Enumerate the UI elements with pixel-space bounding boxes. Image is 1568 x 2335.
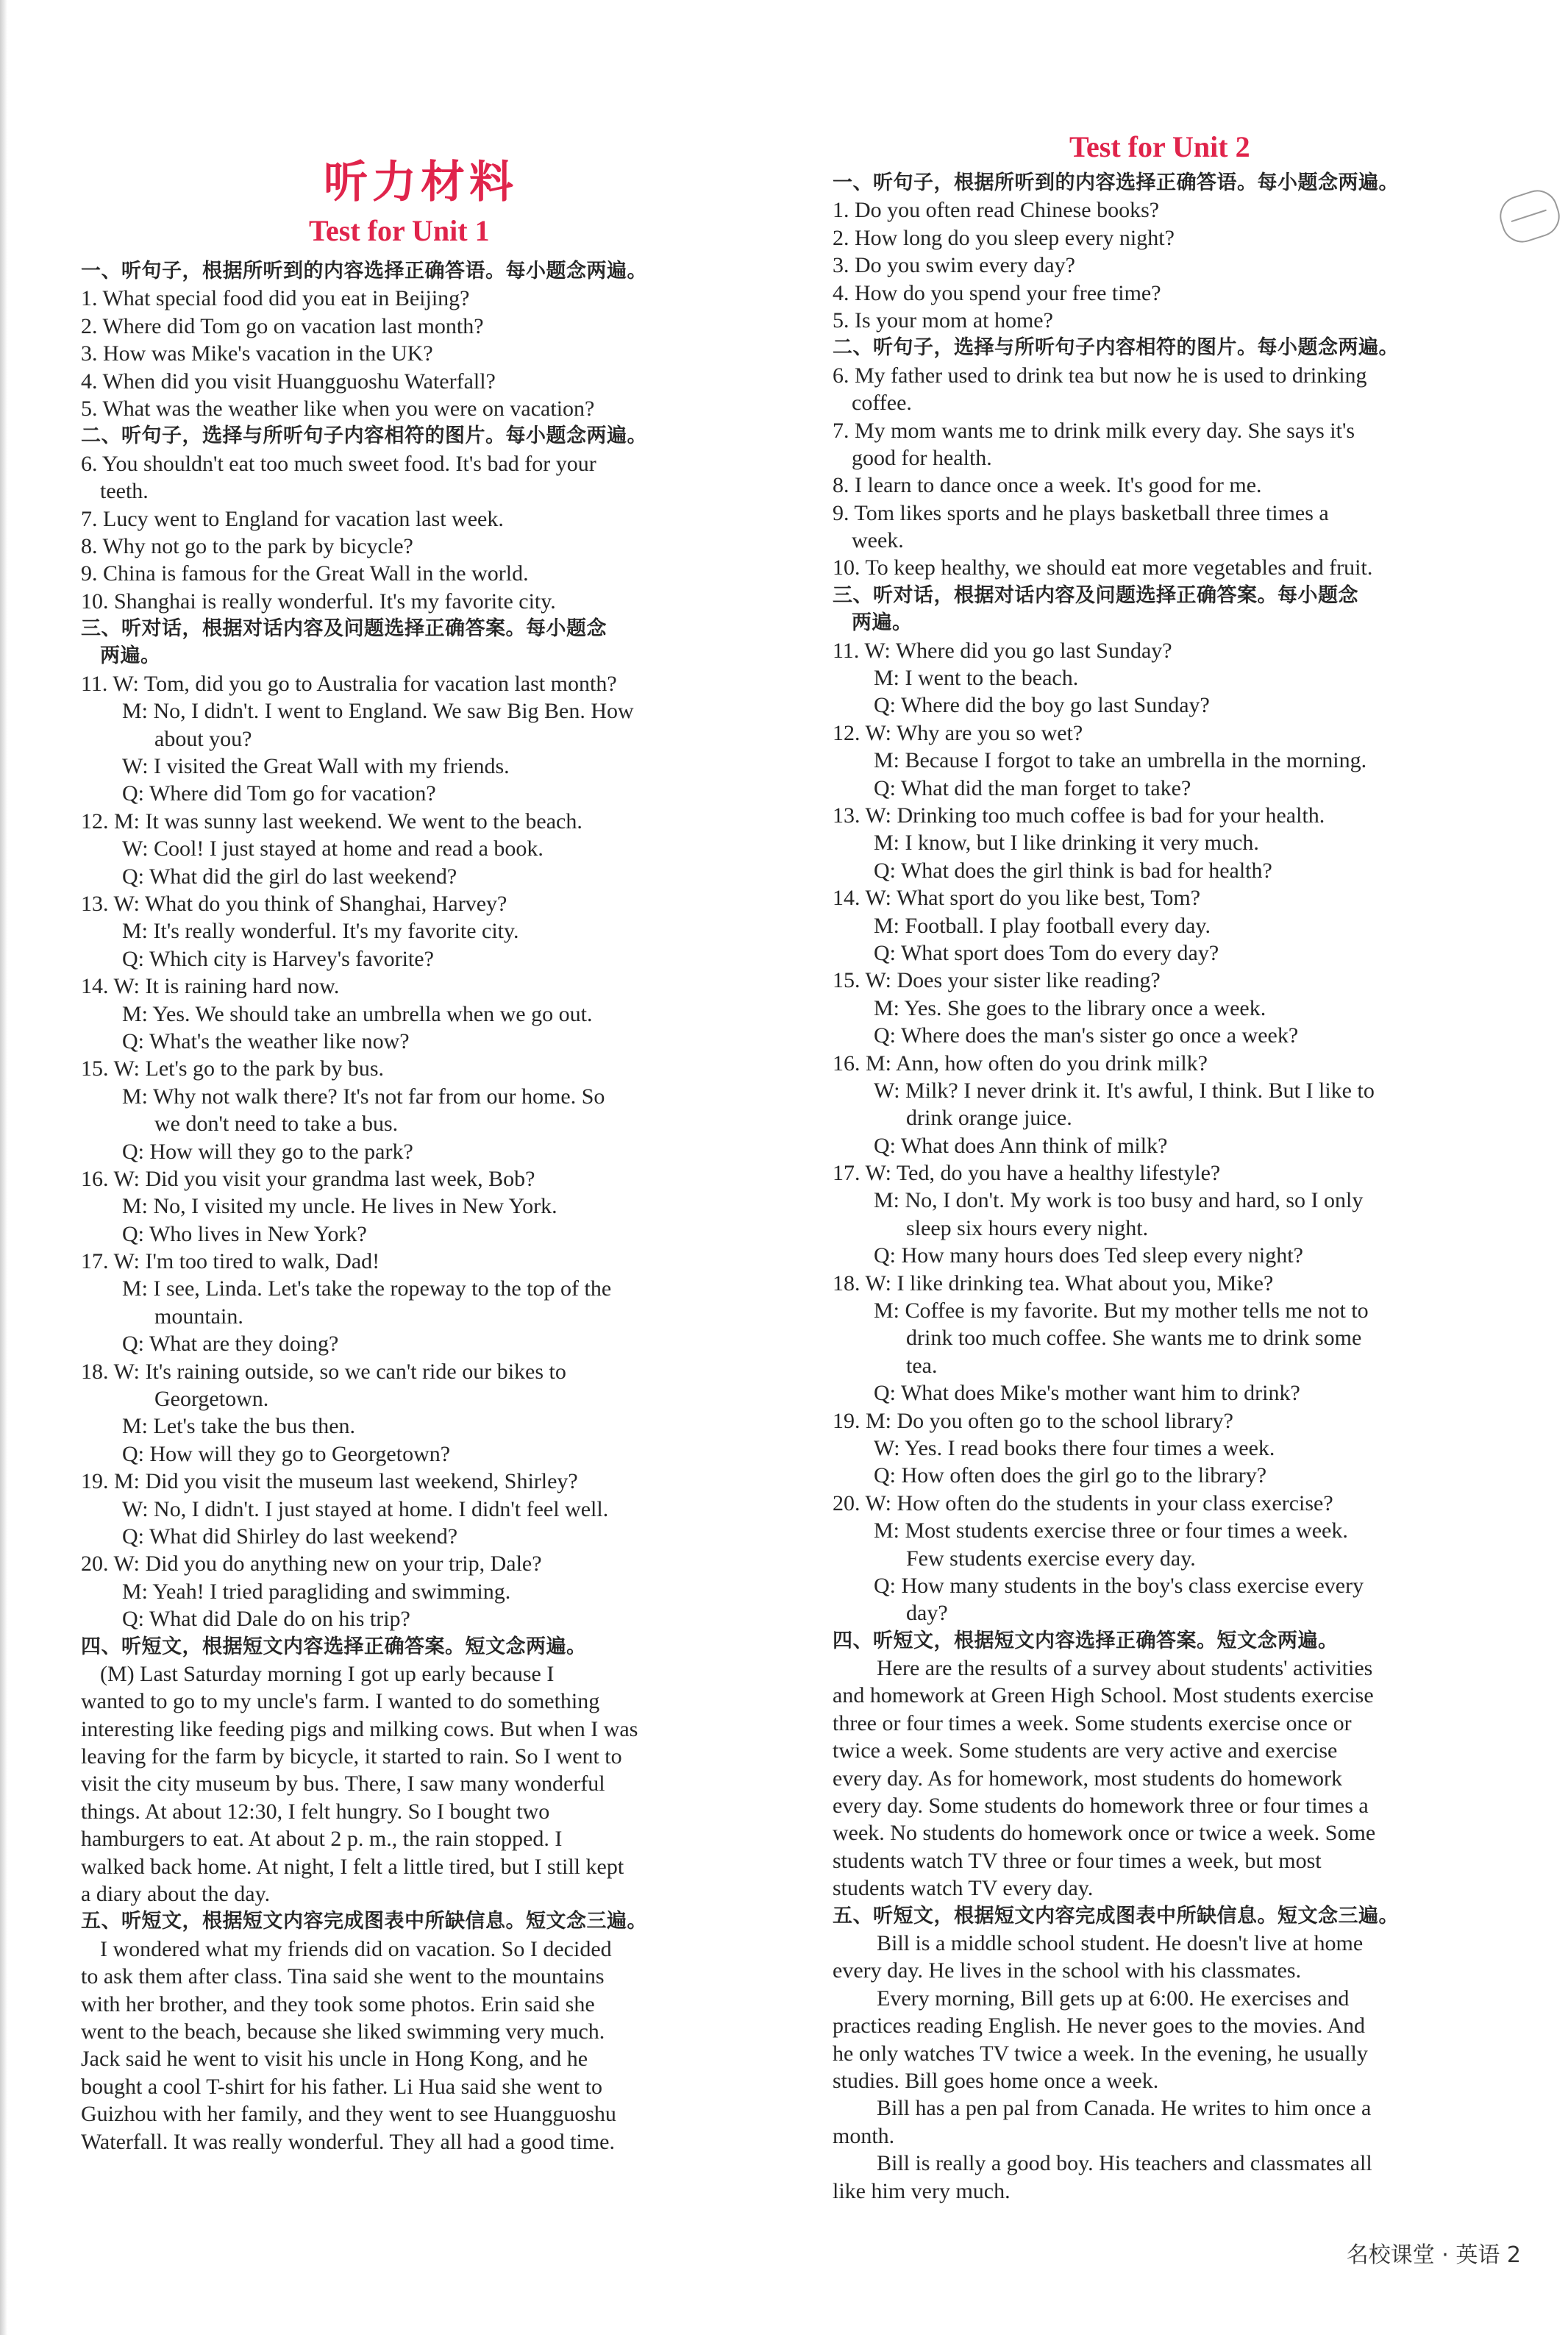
transcript-line: Q: What are they doing? [122, 1332, 339, 1357]
section-heading: 三、听对话，根据对话内容及问题选择正确答案。每小题念 [81, 617, 607, 641]
transcript-line: W: Yes. I read books there four times a week. [874, 1435, 1275, 1460]
transcript-line: every day. He lives in the school with his classmates. [833, 1958, 1302, 1983]
transcript-line: W: No, I didn't. I just stayed at home. I didn't feel well. [122, 1496, 609, 1521]
transcript-line: Bill is really a good boy. His teachers and classmates all [877, 2151, 1372, 2176]
transcript-line: practices reading English. He never goes to the movies. And [833, 2014, 1365, 2039]
transcript-line: three or four times a week. Some students exercise once or [833, 1710, 1352, 1735]
section-heading: 五、听短文，根据短文内容完成图表中所缺信息。短文念三遍。 [833, 1904, 1399, 1927]
transcript-line: bought a cool T-shirt for his father. Li Hua said she went to [81, 2074, 603, 2099]
page-edge-shadow [0, 0, 7, 2335]
transcript-line: M: Yeah! I tried paragliding and swimming. [122, 1579, 511, 1604]
unit-1-transcript [81, 257, 769, 2155]
transcript-line: 16. M: Ann, how often do you drink milk? [833, 1051, 1208, 1076]
transcript-line: Q: What did Shirley do last weekend? [122, 1524, 458, 1549]
transcript-line: 3. Do you swim every day? [833, 253, 1075, 278]
transcript-line: M: Let's take the bus then. [122, 1414, 356, 1439]
transcript-line: 8. I learn to dance once a week. It's good for me. [833, 473, 1262, 498]
section-heading: 两遍。 [852, 611, 913, 635]
transcript-line: 7. Lucy went to England for vacation last week. [81, 506, 504, 531]
transcript-line: 3. How was Mike's vacation in the UK? [81, 341, 433, 366]
transcript-line: Q: What did the man forget to take? [874, 775, 1191, 800]
transcript-line: M: Most students exercise three or four times a week. [874, 1518, 1348, 1543]
transcript-line: a diary about the day. [81, 1882, 271, 1907]
unit-2-title: Test for Unit 2 [1069, 130, 1250, 163]
transcript-line: Q: Where did Tom go for vacation? [122, 781, 436, 806]
transcript-line: wanted to go to my uncle's farm. I wanted to do something [81, 1689, 600, 1714]
transcript-line: Few students exercise every day. [906, 1546, 1196, 1571]
section-heading: 两遍。 [100, 644, 161, 668]
page-footer: 名校课堂 · 英语 2 [1346, 2242, 1521, 2268]
transcript-line: Here are the results of a survey about students' activities [877, 1656, 1373, 1681]
transcript-line: 15. W: Let's go to the park by bus. [81, 1056, 385, 1081]
transcript-line: 8. Why not go to the park by bicycle? [81, 533, 413, 558]
transcript-line: Q: What does the girl think is bad for health? [874, 858, 1272, 883]
transcript-line: M: Because I forgot to take an umbrella in the morning. [874, 748, 1367, 773]
transcript-line: week. [852, 528, 904, 553]
transcript-line: month. [833, 2123, 895, 2148]
transcript-line: W: Cool! I just stayed at home and read a book. [122, 836, 544, 861]
transcript-line: Bill has a pen pal from Canada. He writes to him once a [877, 2096, 1372, 2121]
transcript-line: M: Yes. She goes to the library once a week. [874, 995, 1266, 1020]
transcript-line: Bill is a middle school student. He doesn't live at home [877, 1931, 1364, 1955]
section-heading: 四、听短文，根据短文内容选择正确答案。短文念两遍。 [81, 1635, 587, 1658]
transcript-line: Q: Which city is Harvey's favorite? [122, 946, 434, 971]
transcript-line: 12. W: Why are you so wet? [833, 720, 1083, 745]
transcript-line: M: I know, but I like drinking it very much. [874, 831, 1259, 856]
section-heading: 三、听对话，根据对话内容及问题选择正确答案。每小题念 [833, 583, 1358, 607]
transcript-line: 15. W: Does your sister like reading? [833, 968, 1161, 993]
transcript-line: 17. W: I'm too tired to walk, Dad! [81, 1249, 380, 1274]
transcript-line: 6. My father used to drink tea but now he is used to drinking [833, 363, 1367, 388]
transcript-line: Q: How will they go to the park? [122, 1139, 413, 1164]
transcript-line: every day. Some students do homework three or four times a [833, 1794, 1369, 1819]
transcript-line: Jack said he went to visit his uncle in Hong Kong, and he [81, 2047, 588, 2072]
transcript-line: W: I visited the Great Wall with my friends. [122, 754, 510, 779]
transcript-line: 10. Shanghai is really wonderful. It's my favorite city. [81, 589, 556, 614]
transcript-line: M: No, I didn't. I went to England. We saw Big Ben. How [122, 699, 634, 724]
transcript-line: 6. You shouldn't eat too much sweet food. It's bad for your [81, 451, 596, 476]
transcript-line: Q: Where does the man's sister go once a week? [874, 1023, 1299, 1048]
transcript-line: 9. China is famous for the Great Wall in the world. [81, 561, 529, 586]
transcript-line: Guizhou with her family, and they went to see Huangguoshu [81, 2102, 616, 2127]
section-heading: 五、听短文，根据短文内容完成图表中所缺信息。短文念三遍。 [81, 1910, 647, 1933]
transcript-line: tea. [906, 1353, 938, 1378]
transcript-line: hamburgers to eat. At about 2 p. m., the rain stopped. I [81, 1827, 563, 1852]
transcript-line: 4. When did you visit Huangguoshu Waterfall? [81, 369, 496, 394]
transcript-line: walked back home. At night, I felt a little tired, but I still kept [81, 1854, 624, 1879]
transcript-line: to ask them after class. Tina said she went to the mountains [81, 1964, 605, 1989]
transcript-line: 18. W: It's raining outside, so we can't ride our bikes to [81, 1359, 566, 1384]
transcript-line: Q: How many hours does Ted sleep every night? [874, 1243, 1303, 1268]
transcript-line: Q: Where did the boy go last Sunday? [874, 693, 1210, 718]
transcript-line: Every morning, Bill gets up at 6:00. He exercises and [877, 1986, 1350, 2011]
transcript-line: students watch TV three or four times a week, but most [833, 1848, 1322, 1873]
transcript-line: M: No, I visited my uncle. He lives in New York. [122, 1194, 557, 1219]
transcript-line: Georgetown. [154, 1387, 269, 1412]
transcript-line: 19. M: Do you often go to the school library? [833, 1408, 1233, 1433]
section-heading: 二、听句子，选择与所听句子内容相符的图片。每小题念两遍。 [81, 424, 647, 448]
transcript-line: 17. W: Ted, do you have a healthy lifestyle? [833, 1161, 1221, 1186]
transcript-line: visit the city museum by bus. There, I saw many wonderful [81, 1771, 605, 1796]
unit-1-title: Test for Unit 1 [309, 214, 490, 247]
transcript-line: M: Coffee is my favorite. But my mother tells me not to [874, 1298, 1369, 1323]
transcript-line: twice a week. Some students are very active and exercise [833, 1738, 1338, 1763]
transcript-line: went to the beach, because she liked swimming very much. [81, 2019, 605, 2044]
transcript-line: students watch TV every day. [833, 1876, 1094, 1901]
transcript-line: Q: What did Dale do on his trip? [122, 1607, 410, 1632]
transcript-line: M: I see, Linda. Let's take the ropeway to the top of the [122, 1276, 612, 1301]
transcript-line: 11. W: Where did you go last Sunday? [833, 638, 1172, 663]
transcript-line: M: I went to the beach. [874, 666, 1079, 691]
transcript-line: leaving for the farm by bicycle, it started to rain. So I went to [81, 1744, 622, 1769]
transcript-line: 4. How do you spend your free time? [833, 280, 1161, 305]
transcript-line: I wondered what my friends did on vacation. So I decided [100, 1936, 612, 1961]
transcript-line: 10. To keep healthy, we should eat more vegetables and fruit. [833, 555, 1373, 580]
transcript-line: 1. What special food did you eat in Beijing? [81, 286, 470, 311]
section-heading: 一、听句子，根据所听到的内容选择正确答语。每小题念两遍。 [81, 260, 647, 282]
transcript-line: W: Milk? I never drink it. It's awful, I think. But I like to [874, 1078, 1375, 1103]
transcript-line: 5. Is your mom at home? [833, 308, 1053, 333]
transcript-line: studies. Bill goes home once a week. [833, 2068, 1159, 2093]
transcript-line: sleep six hours every night. [906, 1215, 1149, 1240]
transcript-line: Waterfall. It was really wonderful. They all had a good time. [81, 2129, 615, 2154]
transcript-line: with her brother, and they took some photos. Erin said she [81, 1991, 595, 2016]
transcript-line: (M) Last Saturday morning I got up early because I [100, 1661, 555, 1686]
transcript-line: 1. Do you often read Chinese books? [833, 198, 1160, 223]
transcript-line: 2. How long do you sleep every night? [833, 225, 1175, 250]
transcript-line: Q: Who lives in New York? [122, 1221, 367, 1246]
transcript-line: M: Why not walk there? It's not far from our home. So [122, 1084, 605, 1109]
section-heading: 四、听短文，根据短文内容选择正确答案。短文念两遍。 [833, 1629, 1339, 1652]
unit-2-transcript [833, 169, 1524, 2205]
transcript-line: 7. My mom wants me to drink milk every day. She says it's [833, 418, 1355, 443]
transcript-line: Q: How will they go to Georgetown? [122, 1441, 451, 1466]
transcript-line: things. At about 12:30, I felt hungry. So I bought two [81, 1799, 550, 1824]
transcript-line: and homework at Green High School. Most students exercise [833, 1683, 1374, 1708]
section-heading: 一、听句子，根据所听到的内容选择正确答语。每小题念两遍。 [833, 171, 1399, 194]
transcript-line: teeth. [100, 479, 149, 504]
transcript-line: 16. W: Did you visit your grandma last week, Bob? [81, 1166, 535, 1191]
transcript-line: mountain. [154, 1304, 243, 1329]
transcript-line: 13. W: What do you think of Shanghai, Harvey? [81, 891, 507, 916]
transcript-line: every day. As for homework, most students do homework [833, 1766, 1342, 1791]
transcript-line: M: No, I don't. My work is too busy and hard, so I only [874, 1188, 1364, 1213]
transcript-line: 20. W: How often do the students in your class exercise? [833, 1490, 1333, 1515]
transcript-line: day? [906, 1601, 948, 1626]
transcript-line: we don't need to take a bus. [154, 1112, 399, 1137]
transcript-line: M: Yes. We should take an umbrella when we go out. [122, 1001, 593, 1026]
transcript-line: Q: How many students in the boy's class exercise every [874, 1573, 1364, 1598]
transcript-line: week. No students do homework once or twice a week. Some [833, 1821, 1376, 1846]
transcript-line: 9. Tom likes sports and he plays basketball three times a [833, 500, 1329, 525]
transcript-line: 14. W: It is raining hard now. [81, 974, 340, 999]
transcript-line: about you? [154, 726, 252, 751]
transcript-line: Q: What did the girl do last weekend? [122, 864, 457, 889]
transcript-line: drink too much coffee. She wants me to drink some [906, 1326, 1362, 1351]
transcript-line: 13. W: Drinking too much coffee is bad for your health. [833, 803, 1325, 828]
transcript-line: 5. What was the weather like when you were on vacation? [81, 396, 595, 421]
transcript-line: 11. W: Tom, did you go to Australia for vacation last month? [81, 671, 617, 696]
transcript-line: 20. W: Did you do anything new on your trip, Dale? [81, 1552, 542, 1577]
transcript-line: he only watches TV twice a week. In the evening, he usually [833, 2041, 1368, 2066]
transcript-line: Q: What's the weather like now? [122, 1028, 410, 1053]
transcript-line: interesting like feeding pigs and milking cows. But when I was [81, 1716, 638, 1741]
transcript-line: 18. W: I like drinking tea. What about you, Mike? [833, 1270, 1274, 1296]
transcript-line: M: Football. I play football every day. [874, 913, 1211, 938]
transcript-line: 12. M: It was sunny last weekend. We went to the beach. [81, 808, 582, 834]
transcript-line: 14. W: What sport do you like best, Tom? [833, 886, 1201, 911]
transcript-line: good for health. [852, 445, 992, 470]
transcript-line: like him very much. [833, 2178, 1011, 2203]
section-heading: 二、听句子，选择与所听句子内容相符的图片。每小题念两遍。 [833, 336, 1399, 360]
transcript-line: drink orange juice. [906, 1106, 1072, 1131]
transcript-line: Q: What does Ann think of milk? [874, 1133, 1168, 1158]
page-title: 听力材料 [324, 157, 518, 208]
transcript-line: 2. Where did Tom go on vacation last month? [81, 313, 484, 338]
transcript-line: coffee. [852, 391, 912, 416]
transcript-line: 19. M: Did you visit the museum last weekend, Shirley? [81, 1469, 578, 1494]
transcript-line: Q: How often does the girl go to the library? [874, 1463, 1267, 1488]
transcript-line: Q: What does Mike's mother want him to drink? [874, 1381, 1300, 1406]
transcript-line: M: It's really wonderful. It's my favorite city. [122, 919, 519, 944]
transcript-line: Q: What sport does Tom do every day? [874, 940, 1219, 965]
